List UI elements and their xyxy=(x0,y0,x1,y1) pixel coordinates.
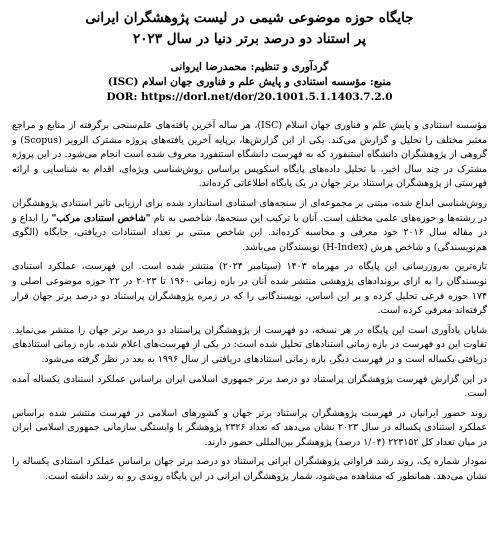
paragraph-2: روش‌شناسی ابداع شده، مبتنی بر مجموعه‌ای از سنجه‌های استنادی استاندارد شده برای ارزیابی تاثیر استنادی پژوهشگران در رشته‌ها و حوزه‌های علمی مختلف است. آنان با ترکیب این سنجه‌ها، شاخصی به نام "شاخص استنادی مرکب" را ابداع و در مقاله سال ۲۰۱۶ خود معرفی و محاسبه کرده‌اند. این شاخص مبتنی بر تعداد استنادات دریافتی، جایگاه (الگوی هم‌نویسندگی) و شاخص هرش (H-Index) نویسندگان می‌باشد. xyxy=(12,197,488,253)
document-meta xyxy=(12,60,487,105)
paragraph-4: شایان یادآوری است این پایگاه در هر نسخه، دو فهرست از پژوهشگران پراستناد دو درصد برتر جهان را منتشر می‌نماید. تفاوت این دو فهرست در بازه زمانی استنادهای تحلیل شده است: در یکی از فهرست‌های اعلام شده، بازه زمانی استنادهای دریافتی یکساله است و در فهرست دیگر، بازه زمانی استنادهای دریافتی از سال ۱۹۹۶ به بعد در نظر گرفته می‌شود. xyxy=(12,324,487,365)
paragraph-5: در این گزارش فهرست پژوهشگران پراستناد دو درصد برتر جمهوری اسلامی ایران براساس عملکرد استنادی یکساله آمده است. xyxy=(12,373,487,400)
title-line-2: پر استناد دو درصد برتر دنیا در سال ۲۰۲۳ xyxy=(133,31,366,47)
paragraph-6: روند حضور ایرانیان در فهرست پژوهشگران پراستناد برتر جهان و کشورهای اسلامی در فهرست منتشر شده براساس عملکرد استنادی یکساله در سال ۲۰۲۳ نشان می‌دهد که تعداد ۲۳۲۶ پژوهشگر با وابستگی سازمانی جمهوری اسلامی ایران در میان تعداد کل ۲۲۳۱۵۲ (۱/۰۴ درصد) پژوهشگر بین‌المللی حضور دارند. xyxy=(12,407,487,448)
document-title xyxy=(12,8,487,50)
paragraph-3: تازه‌ترین به‌روزرسانی این پایگاه در مهرماه ۱۴۰۳ (سپتامبر ۲۰۲۴) منتشر شده است. این فهرست، عملکرد استنادی نویسندگان را به ازای بروندادهای پژوهشی منتشر شده آنان در بازه زمانی ۱۹۶۰ تا ۲۰۲۳ در ۲۲ حوزه موضوعی اصلی و ۱۷۴ حوزه فرعی تحلیل کرده و بر این اساس، نویسندگانی را که در زمره پژوهشگران پراستناد دو درصد برتر جهان قرار گرفته‌اند معرفی کرده است. xyxy=(12,261,487,317)
source-line: منبع: مؤسسه استنادی و پایش علم و فناوری جهان اسلام (ISC) xyxy=(107,76,392,88)
paragraph-7: نمودار شماره یک، روند رشد فراوانی پژوهشگران ایرانی پراستناد دو درصد برتر جهان براساس عملکرد استنادی یکساله را نشان می‌دهد. همانطور که مشاهده می‌شود، شمار پژوهشگران ایرانی در این پایگاه روندی رو به رشد داشته است. xyxy=(12,456,487,483)
paragraph-1: مؤسسه استنادی و پایش علم و فناوری جهان اسلام (ISC)، هر ساله آخرین یافته‌های علم‌سنجی برگرفته از منابع و مراجع معتبر مختلف را تحلیل و گزارش می‌کند. یکی از این گزارش‌ها، برپایه آخرین یافته‌های پروژه مشترک الزویر (Scopus) و گروهی از پژوهشگران دانشگاه استنفورد که به فهرست دانشگاه استنفورد معروف شده است انجام می‌شود. در این پروژه مشترک در چند سال اخیر، با تحلیل داده‌های پایگاه اسکوپس براساس روش‌شناسی ویژه‌ای، اقدام به شناسایی و ارائه فهرستی از پژوهشگران پراستناد برتر جهان در یک پایگاه اطلاعاتی کرده‌اند. xyxy=(12,120,487,190)
composite-index-term: "شاخص استنادی مرکب" xyxy=(51,212,151,224)
doi-line: DOR: https://dorl.net/dor/20.1001.5.1.1403.7.2.0 xyxy=(106,91,393,103)
document-body xyxy=(12,119,487,485)
title-line-1: جایگاه حوزه موضوعی شیمی در لیست پژوهشگران ایرانی xyxy=(85,10,414,26)
author-line: گردآوری و تنظیم: محمدرضا ایروانی xyxy=(170,61,329,73)
